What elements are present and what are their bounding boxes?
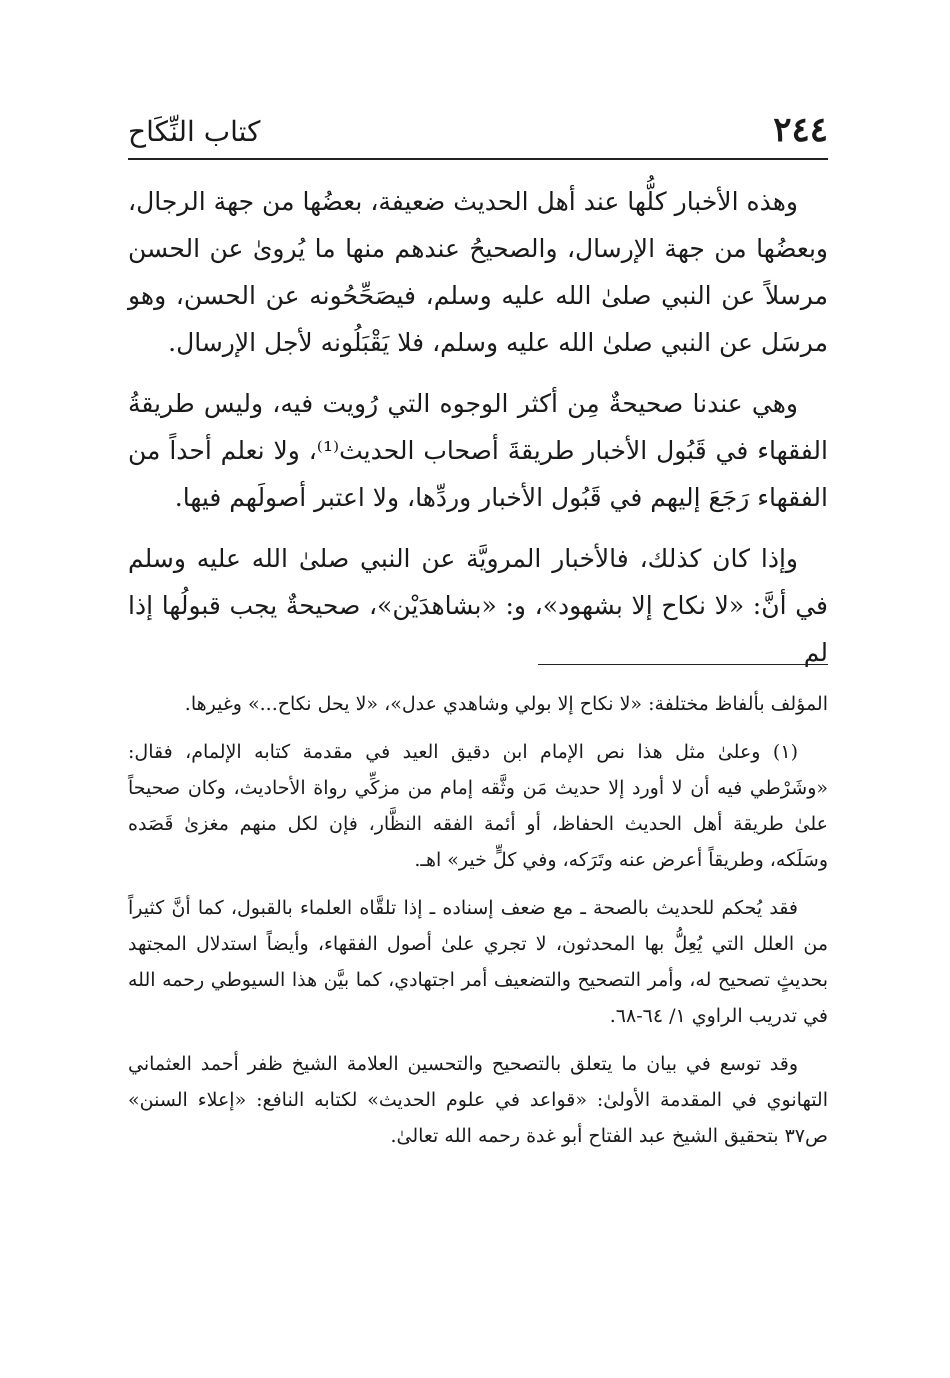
running-title: كتاب النِّكَاح <box>128 115 261 148</box>
paragraph: وهي عندنا صحيحةٌ مِن أكثر الوجوه التي رُويت فيه، وليس طريقةُ الفقهاء في قَبُول الأخبار طريقةَ أصحاب الحديث⁽¹⁾، ولا نعلم أحداً من الفقهاء رَجَعَ إليهم في قَبُول الأخبار وردِّها، ولا اعتبر أصولَهم فيها. <box>128 389 828 512</box>
header-rule <box>128 158 828 160</box>
paragraph: وإذا كان كذلك، فالأخبار المرويَّة عن النبي صلىٰ الله عليه وسلم في أنَّ: «لا نكاح إلا بشهود»، و: «بشاهدَيْن»، صحيحةٌ يجب قبولُها إذا لم <box>128 544 828 667</box>
footnote-continuation: المؤلف بألفاظ مختلفة: «لا نكاح إلا بولي وشاهدي عدل»، «لا يحل نكاح...» وغيرها. <box>184 693 828 715</box>
page-number: ٢٤٤ <box>773 110 828 150</box>
main-text <box>128 178 828 690</box>
footnotes <box>128 686 828 1166</box>
page-header <box>128 104 828 160</box>
footnote-1: (١) وعلىٰ مثل هذا نص الإمام ابن دقيق العيد في مقدمة كتابه الإلمام، فقال: «وشَرْطي فيه أن لا أورد إلا حديث مَن وثَّقه إمام من مزكِّي رواة الأحاديث، وكان صحيحاً علىٰ طريقة أهل الحديث الحفاظ، أو أئمة الفقه النظَّار، فإن لكل منهم مغزىٰ قَصَده وسَلَكه، وطريقاً أعرض عنه وتَرَكه، وفي كلٍّ خير» اهـ. <box>128 741 828 871</box>
footnote-paragraph: فقد يُحكم للحديث بالصحة ـ مع ضعف إسناده ـ إذا تلقَّاه العلماء بالقبول، كما أنَّ كثيراً من العلل التي يُعِلُّ بها المحدثون، لا تجري علىٰ أصول الفقهاء، وأيضاً استدلال المجتهد بحديثٍ تصحيح له، وأمر التصحيح والتضعيف أمر اجتهادي، كما بيَّن هذا السيوطي رحمه الله في تدريب الراوي ١/ ٦٤-٦٨. <box>128 897 828 1027</box>
footnote-separator <box>538 664 828 665</box>
paragraph: وهذه الأخبار كلُّها عند أهل الحديث ضعيفة، بعضُها من جهة الرجال، وبعضُها من جهة الإرسال، والصحيحُ عندهم منها ما يُروىٰ عن الحسن مرسلاً عن النبي صلىٰ الله عليه وسلم، فيصَحِّحُونه عن الحسن، وهو مرسَل عن النبي صلىٰ الله عليه وسلم، فلا يَقْبَلُونه لأجل الإرسال. <box>128 187 828 357</box>
footnote-paragraph: وقد توسع في بيان ما يتعلق بالتصحيح والتحسين العلامة الشيخ ظفر أحمد العثماني التهانوي في المقدمة الأولىٰ: «قواعد في علوم الحديث» لكتابه النافع: «إعلاء السنن» ص٣٧ بتحقيق الشيخ عبد الفتاح أبو غدة رحمه الله تعالىٰ. <box>128 1053 828 1147</box>
